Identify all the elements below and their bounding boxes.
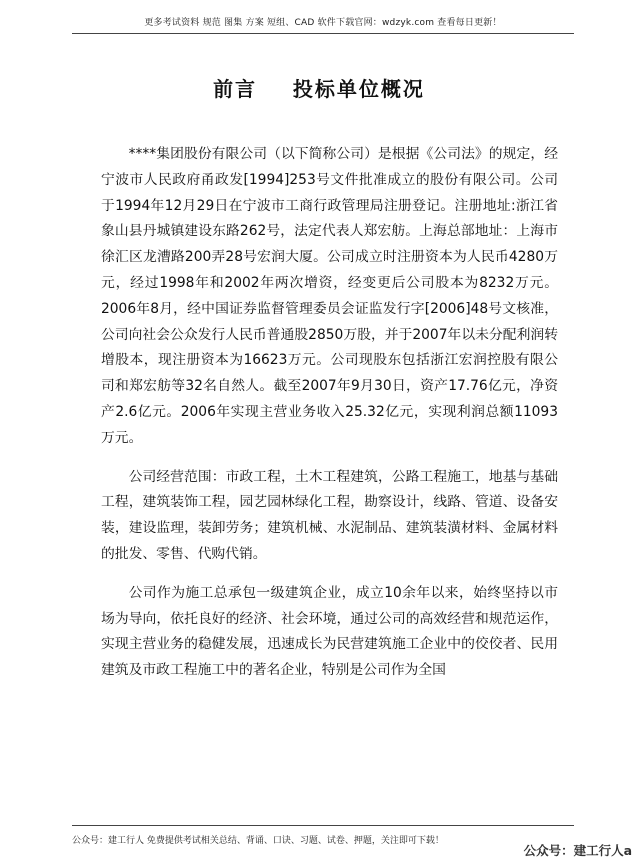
document-body xyxy=(101,142,558,684)
footer-text: 公众号：建工行人 免费提供考试相关总结、背诵、口诀、习题、试卷、押题，关注即可下载！ xyxy=(72,836,444,846)
page-footer xyxy=(72,825,574,847)
header-text: 更多考试资料 规范 图集 方案 短组、CAD 软件下载官网：wdzyk.com 查看每日更新！ xyxy=(144,18,502,28)
document-title: 前言 投标单位概况 xyxy=(213,77,425,101)
paragraph-business-scope: 公司经营范围：市政工程，土木工程建筑，公路工程施工，地基与基础工程，建筑装饰工程，园艺园林绿化工程，勘察设计，线路、管道、设备安装，建设监理，装卸劳务；建筑机械、水泥制品、建筑装潢材料、金属材料的批发、零售、代购代销。 xyxy=(101,468,558,562)
watermark-text: 公众号：建工行人a xyxy=(523,843,632,858)
page-header xyxy=(72,10,574,34)
paragraph-company-development: 公司作为施工总承包一级建筑企业，成立10余年以来，始终坚持以市场为导向，依托良好的经济、社会环境，通过公司的高效经营和规范运作，实现主营业务的稳健发展，迅速成长为民营建筑施工企业中的佼佼者、民用建筑及市政工程施工中的著名企业，特别是公司作为全国 xyxy=(101,584,558,679)
paragraph-company-overview: ****集团股份有限公司（以下简称公司）是根据《公司法》的规定，经宁波市人民政府甬政发[1994]253号文件批准成立的股份有限公司。公司于1994年12月29日在宁波市工商行政管理局注册登记。注册地址:浙江省象山县丹城镇建设东路262号，法定代表人郑宏舫。上海总部地址：上海市徐汇区龙漕路200弄28号宏润大厦。公司成立时注册资本为人民币4280万元，经过1998年和2002年两次增资，经变更后公司股本为8232万元。2006年8月，经中国证券监督管理委员会证监发行字[2006]48号文核准，公司向社会公众发行人民币普通股2850万股，并于2007年以未分配利润转增股本，现注册资本为16623万元。公司现股东包括浙江宏润控股有限公司和郑宏舫等32名自然人。截至2007年9月30日，资产17.76亿元，净资产2.6亿元。2006年实现主营业务收入25.32亿元，实现利润总额11093万元。 xyxy=(101,146,558,446)
